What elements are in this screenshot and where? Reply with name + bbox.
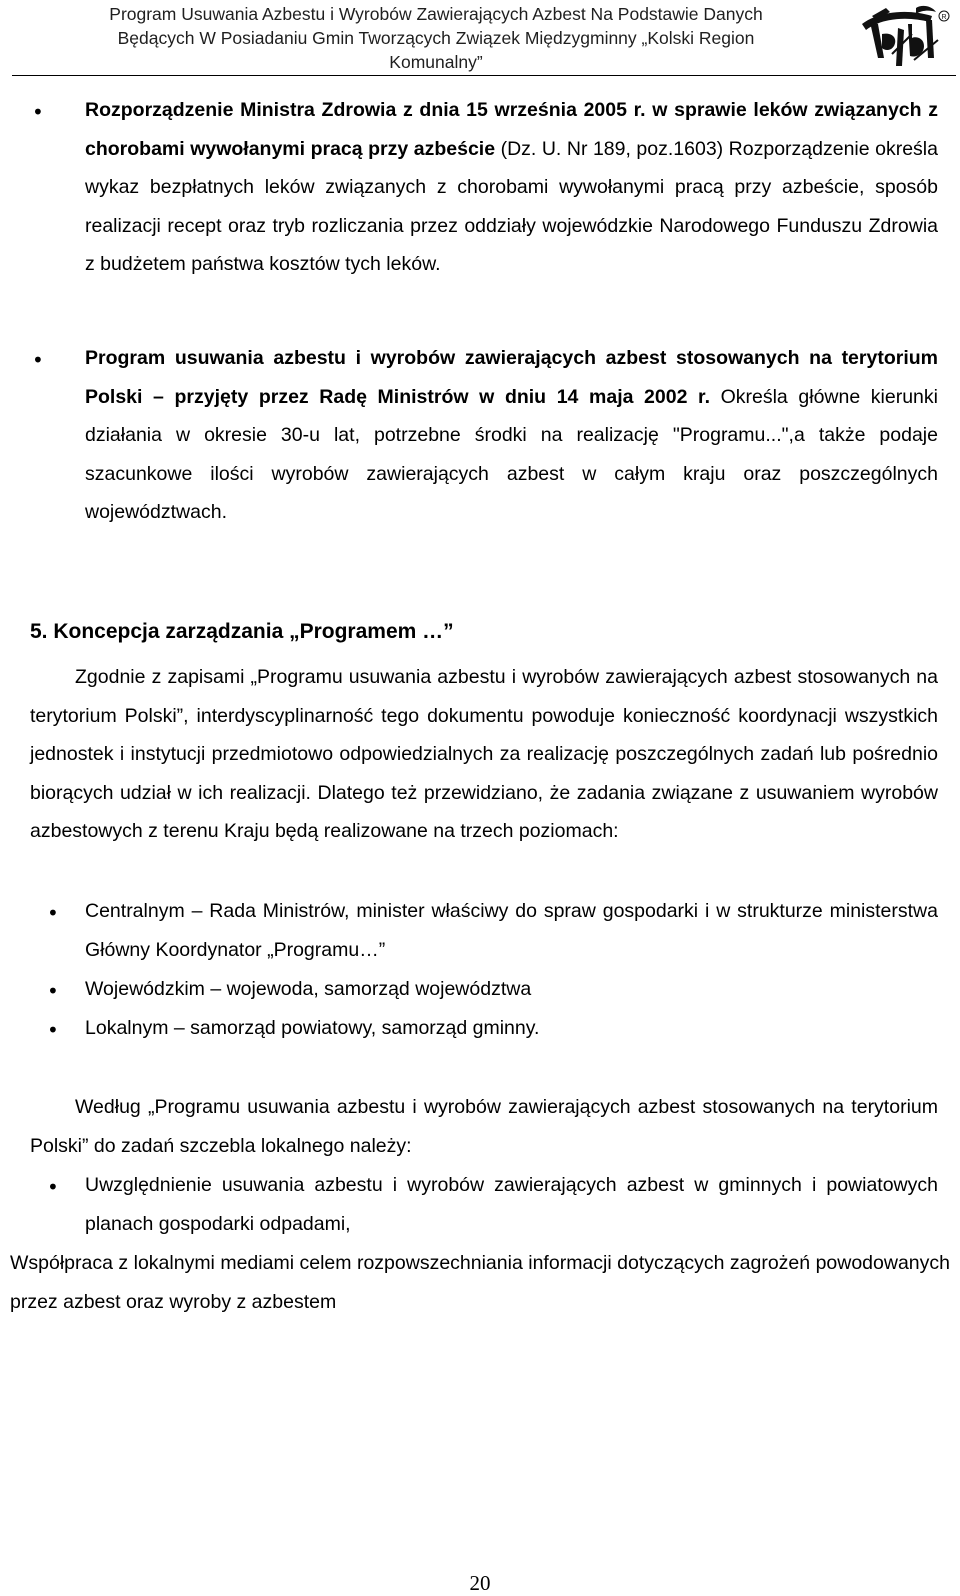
local-task-item: Uwzględnienie usuwania azbestu i wyrobów zawierających azbest w gminnych i powiatowych planach gospodarki odpadami, [85,1174,938,1235]
section-paragraph-2: Według „Programu usuwania azbestu i wyrobów zawierających azbest stosowanych na terytorium Polski” do zadań szczebla lokalnego należy: [30,1096,938,1157]
regulation-bullet-text: (Dz. U. Nr 189, poz.1603) Rozporządzenie określa wykaz bezpłatnych leków związanych z chorobami wywołanymi pracą przy azbeście, sposób realizacji recept oraz tryb rozliczania przez oddziały wojewódzkie Narodowego Funduszu Zdrowia z budżetem państwa kosztów tych leków. [85,137,938,276]
bullet-marker: • [32,348,44,372]
level-item-local: Lokalnym – samorząd powiatowy, samorząd gminny. [85,1017,540,1039]
program-bullet-item [85,339,938,532]
header-divider [12,75,956,76]
header-title-line-2: Będących W Posiadaniu Gmin Tworzących Związek Międzygminny „Kolski Region [117,28,755,48]
program-bullet-text: Określa główne kierunki działania w okresie 30-u lat, potrzebne środki na realizację "Programu...",a także podaje szacunkowe ilości wyrobów zawierających azbest w całym kraju oraz poszczególnych województwach. [85,385,938,524]
level-item-central: Centralnym – Rada Ministrów, minister właściwy do spraw gospodarki i w strukturze ministerstwa Główny Koordynator „Programu…” [85,900,938,961]
regional-logo-icon [852,4,952,70]
program-bullet-title: Program usuwania azbestu i wyrobów zawierających azbest stosowanych na terytorium Polski – przyjęty przez Radę Ministrów w dniu 14 maja 2002 r. [85,347,938,408]
regulation-bullet-item [85,91,938,284]
regulation-bullet-title: Rozporządzenie Ministra Zdrowia z dnia 15 września 2005 r. w sprawie leków związanych z chorobami wywołanymi pracą przy azbeście [85,99,938,160]
page-number: 20 [469,1571,491,1595]
bullet-marker: • [47,901,59,925]
header-title [22,2,850,74]
bullet-marker: • [32,100,44,124]
bullet-marker: • [47,1018,59,1042]
svg-text:R: R [941,14,947,21]
section-heading: 5. Koncepcja zarządzania „Programem …” [30,620,454,643]
header-title-line-1: Program Usuwania Azbestu i Wyrobów Zawierających Azbest Na Podstawie Danych [109,4,763,24]
header-title-line-3: Komunalny” [389,52,483,72]
page-header [0,0,960,76]
bullet-marker: • [47,1175,59,1199]
level-item-regional: Wojewódzkim – wojewoda, samorząd województwa [85,978,532,1000]
bullet-marker: • [47,979,59,1003]
section-paragraph-3: Współpraca z lokalnymi mediami celem rozpowszechniania informacji dotyczących zagrożeń powodowanych przez azbest oraz wyroby z azbestem [10,1252,950,1313]
section-paragraph-1: Zgodnie z zapisami „Programu usuwania azbestu i wyrobów zawierających azbest stosowanych na terytorium Polski”, interdyscyplinarność tego dokumentu powoduje konieczność koordynacji wszystkich jednostek i instytucji przedmiotowo odpowiedzialnych za realizację poszczególnych zadań lub pośrednio biorących udział w ich realizacji. Dlatego też przewidziano, że zadania związane z usuwaniem wyrobów azbestowych z terenu Kraju będą realizowane na trzech poziomach: [30,666,938,843]
